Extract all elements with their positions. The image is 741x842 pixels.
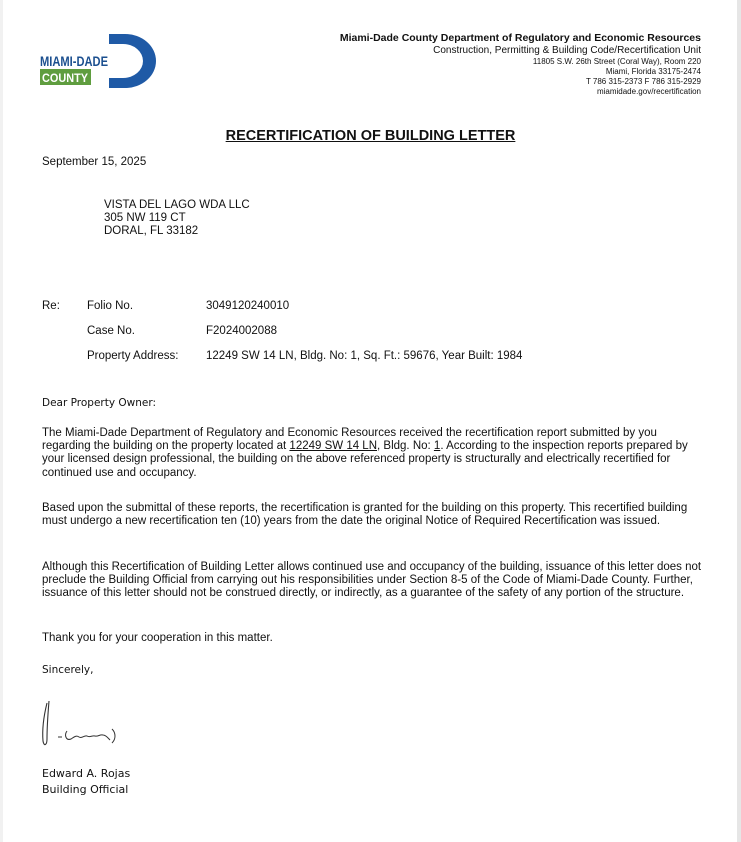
logo-text-miami-dade: MIAMI-DADE (40, 54, 108, 69)
case-value: F2024002088 (206, 325, 277, 337)
re-label: Re: (42, 300, 60, 312)
recipient-city: DORAL, FL 33182 (104, 225, 199, 237)
building-number-underlined: 1 (433, 440, 441, 453)
handwritten-signature (38, 695, 124, 751)
signer-title: Building Official (42, 783, 129, 796)
department-city: Miami, Florida 33175-2474 (605, 66, 701, 76)
paragraph-1-text-c: . According to the inspection reports prepared by your licensed design professional, the building on the above referenced property is structurally and electrically recertified for continued use and occupancy. (42, 440, 688, 479)
salutation: Dear Property Owner: (42, 397, 157, 409)
department-address: 11805 S.W. 26th Street (Coral Way), Room 220 (532, 56, 701, 66)
paragraph-1-text-a: The Miami-Dade Department of Regulatory and Economic Resources received the recertification report submitted by you regarding the building on the property located at (42, 427, 657, 453)
recipient-name: VISTA DEL LAGO WDA LLC (104, 199, 250, 211)
paragraph-2: Based upon the submittal of these reports, the recertification is granted for the building on this property. This recertified building must undergo a new recertification ten (10) years from the date the original Notice of Required Recertification was issued. (42, 502, 688, 528)
department-phone: T 786 315-2373 F 786 315-2929 (585, 76, 701, 86)
page-right-edge (737, 0, 741, 842)
department-name: Miami-Dade County Department of Regulatory and Economic Resources (339, 32, 701, 44)
letter-date: September 15, 2025 (42, 156, 147, 168)
folio-label: Folio No. (87, 300, 134, 312)
property-address-value: 12249 SW 14 LN, Bldg. No: 1, Sq. Ft.: 59676, Year Built: 1984 (206, 350, 523, 362)
page-left-edge (0, 0, 3, 842)
paragraph-1-text-b: , Bldg. No: (377, 440, 434, 453)
logo-text-county: COUNTY (42, 71, 88, 85)
miami-dade-logo (39, 33, 157, 89)
recipient-street: 305 NW 119 CT (104, 212, 186, 224)
recipient-address (104, 199, 250, 238)
department-header (340, 33, 701, 96)
case-label: Case No. (87, 325, 135, 337)
letter-title: RECERTIFICATION OF BUILDING LETTER (225, 128, 516, 144)
paragraph-3: Although this Recertification of Building Letter allows continued use and occupancy of the building, issuance of this letter does not preclude the Building Official from carrying out his responsibilities under Section 8-5 of the Code of Miami-Dade County. Further, issuance of this letter should not be construed directly, or indirectly, as a guarantee of the safety of any portion of the structure. (42, 561, 702, 600)
property-address-underlined: 12249 SW 14 LN (289, 440, 378, 453)
thank-you-line: Thank you for your cooperation in this matter. (42, 632, 273, 644)
unit-name: Construction, Permitting & Building Code/Recertification Unit (433, 44, 701, 56)
signer-name: Edward A. Rojas (42, 767, 131, 780)
paragraph-1 (42, 427, 702, 480)
department-website: miamidade.gov/recertification (596, 86, 701, 96)
signer-block (42, 766, 130, 798)
property-address-label: Property Address: (87, 350, 179, 362)
folio-value: 3049120240010 (206, 300, 290, 312)
closing: Sincerely, (42, 664, 94, 676)
